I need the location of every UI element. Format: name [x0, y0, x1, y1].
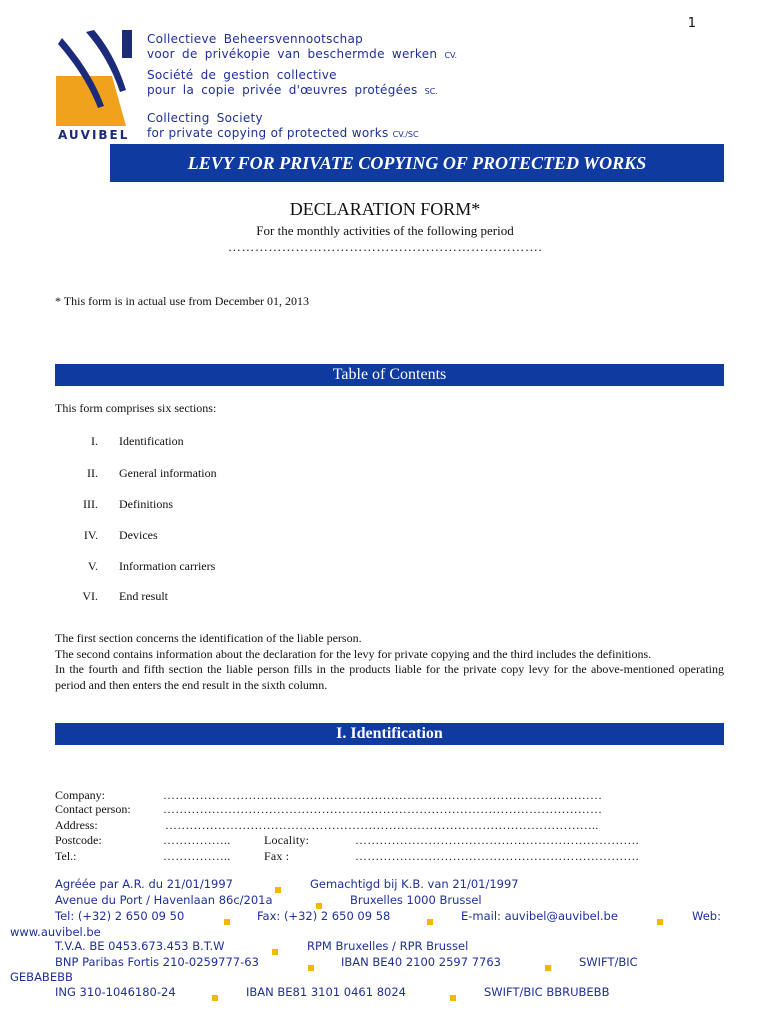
- tel-field[interactable]: ……………..: [163, 849, 231, 863]
- header-en: [147, 111, 419, 142]
- toc-item-definitions: Definitions: [119, 497, 173, 511]
- header-fr-suffix: SC.: [424, 87, 438, 96]
- footer-web-link[interactable]: www.auvibel.be: [10, 925, 101, 939]
- header-fr-line1: Société de gestion collective: [147, 68, 337, 82]
- main-title-bar: LEVY FOR PRIVATE COPYING OF PROTECTED WORKS: [110, 144, 724, 182]
- contact-person-field[interactable]: ………………………………………………………………………………………………: [163, 802, 603, 816]
- page-number: 1: [687, 16, 696, 31]
- toc-intro: This form comprises six sections:: [55, 401, 217, 415]
- footer-bnp: BNP Paribas Fortis 210-0259777-63: [55, 955, 259, 969]
- toc-item-number: VI.: [82, 589, 98, 603]
- identification-title-bar: I. Identification: [55, 723, 724, 745]
- header-fr: [147, 68, 438, 99]
- footer-web-label: Web:: [692, 909, 721, 923]
- toc-item-end-result: End result: [119, 589, 168, 603]
- separator-square: [308, 965, 314, 971]
- contact-person-label: Contact person:: [55, 802, 131, 816]
- company-label: Company:: [55, 788, 105, 802]
- separator-square: [224, 919, 230, 925]
- footer-swift2: SWIFT/BIC BBRUBEBB: [484, 985, 610, 999]
- footer-iban2: IBAN BE81 3101 0461 8024: [246, 985, 406, 999]
- footer-agreee: Agréée par A.R. du 21/01/1997: [55, 877, 233, 891]
- separator-square: [272, 949, 278, 955]
- locality-field[interactable]: …………………………………………………………….: [355, 833, 639, 847]
- footer-rpm: RPM Bruxelles / RPR Brussel: [307, 939, 469, 953]
- header-fr-line2: pour la copie privée d'œuvres protégées: [147, 83, 418, 97]
- toc-item-devices: Devices: [119, 528, 158, 542]
- toc-title-bar: Table of Contents: [55, 364, 724, 386]
- company-field[interactable]: ………………………………………………………………………………………………: [163, 788, 603, 802]
- footer-gemachtigd: Gemachtigd bij K.B. van 21/01/1997: [310, 877, 519, 891]
- separator-square: [212, 995, 218, 1001]
- separator-square: [275, 887, 281, 893]
- form-note: * This form is in actual use from December 01, 2013: [55, 294, 310, 308]
- footer-ing: ING 310-1046180-24: [55, 985, 176, 999]
- toc-item-number: II.: [87, 466, 98, 480]
- separator-square: [427, 919, 433, 925]
- toc-item-number: IV.: [83, 528, 98, 542]
- paragraph-line: In the fourth and fifth section the liable person fills in the products liable for the private copy levy for the above-mentioned operating period and then enters the end result in the sixth column.: [55, 662, 724, 692]
- paragraph-line: The first section concerns the identification of the liable person.: [55, 631, 362, 645]
- header-nl-line2: voor de privékopie van beschermde werken: [147, 47, 438, 61]
- separator-square: [545, 965, 551, 971]
- postcode-field[interactable]: ……………..: [163, 833, 231, 847]
- footer-email[interactable]: E-mail: auvibel@auvibel.be: [461, 909, 618, 923]
- footer-swift1-code: GEBABEBB: [10, 970, 73, 984]
- period-field[interactable]: …………………………………………………………….: [227, 239, 543, 254]
- header-en-line1: Collecting Society: [147, 111, 263, 125]
- footer-city: Bruxelles 1000 Brussel: [350, 893, 482, 907]
- toc-item-number: V.: [87, 559, 98, 573]
- postcode-label: Postcode:: [55, 833, 102, 847]
- toc-item-general-information: General information: [119, 466, 217, 480]
- paragraph-line: The second contains information about the declaration for the levy for private copying and the third includes the definitions.: [55, 646, 652, 661]
- toc-item-number: I.: [91, 434, 98, 448]
- header-en-line2: for private copying of protected works: [147, 126, 389, 140]
- separator-square: [657, 919, 663, 925]
- header-en-suffix: CV./SC: [392, 130, 419, 139]
- declaration-title: DECLARATION FORM*: [289, 199, 481, 219]
- footer-iban1: IBAN BE40 2100 2597 7763: [341, 955, 501, 969]
- header-nl-suffix: CV.: [444, 51, 458, 60]
- fax-field[interactable]: …………………………………………………………….: [355, 849, 639, 863]
- separator-square: [450, 995, 456, 1001]
- logo-text: AUVIBEL: [58, 128, 130, 142]
- auvibel-logo: [56, 30, 134, 142]
- declaration-subtitle: For the monthly activities of the following period: [256, 223, 514, 238]
- address-label: Address:: [55, 818, 98, 832]
- footer-fax: Fax: (+32) 2 650 09 58: [257, 909, 391, 923]
- toc-item-number: III.: [83, 497, 98, 511]
- address-field[interactable]: ……………………………………………………………………………………………..: [165, 818, 599, 832]
- intro-paragraph: [55, 631, 724, 693]
- header-nl-line1: Collectieve Beheersvennootschap: [147, 32, 364, 46]
- header-nl: [147, 32, 457, 63]
- footer-swift1-label: SWIFT/BIC: [579, 955, 638, 969]
- locality-label: Locality:: [264, 833, 310, 847]
- tel-label: Tel.:: [55, 849, 77, 863]
- footer-tel: Tel: (+32) 2 650 09 50: [55, 909, 185, 923]
- footer-address: Avenue du Port / Havenlaan 86c/201a: [55, 893, 273, 907]
- fax-label: Fax :: [264, 849, 290, 863]
- toc-item-identification: Identification: [119, 434, 184, 448]
- footer-tva: T.V.A. BE 0453.673.453 B.T.W: [55, 939, 225, 953]
- toc-item-information-carriers: Information carriers: [119, 559, 216, 573]
